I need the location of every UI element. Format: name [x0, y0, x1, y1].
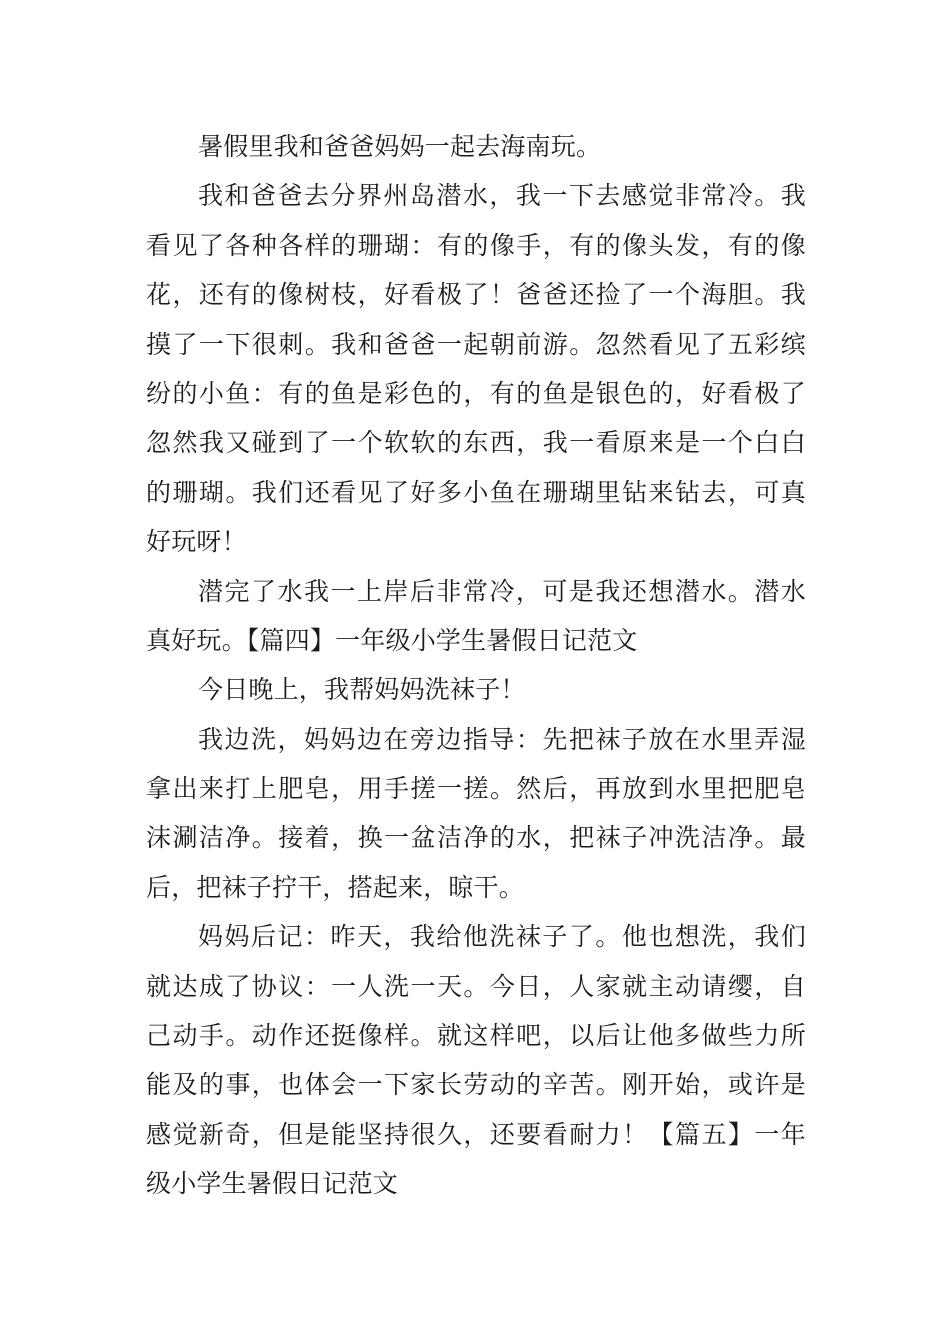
text-line: 己动手。动作还挺像样。就这样吧，以后让他多做些力所 — [146, 1021, 806, 1051]
text-line: 的珊瑚。我们还看见了好多小鱼在珊瑚里钻来钻去，可真 — [146, 477, 806, 507]
text-line: 级小学生暑假日记范文 — [146, 1169, 399, 1199]
text-line: 能及的事，也体会一下家长劳动的辛苦。刚开始，或许是 — [146, 1070, 806, 1100]
text-line: 暑假里我和爸爸妈妈一起去海南玩。 — [198, 132, 602, 161]
document-page — [146, 122, 806, 1209]
text-line: 潜完了水我一上岸后非常冷，可是我还想潜水。潜水 — [198, 576, 806, 606]
paragraph-3 — [146, 567, 806, 666]
text-line: 忽然我又碰到了一个软软的东西，我一看原来是一个白白 — [146, 428, 806, 458]
text-line: 我和爸爸去分界州岛潜水，我一下去感觉非常冷。我 — [198, 181, 806, 211]
text-line: 纷的小鱼：有的鱼是彩色的，有的鱼是银色的，好看极了 — [146, 378, 806, 408]
text-line: 花，还有的像树枝，好看极了！爸爸还捡了一个海胆。我 — [146, 280, 806, 310]
paragraph-5 — [146, 715, 806, 913]
paragraph-4 — [146, 665, 806, 714]
text-line: 就达成了协议：一人洗一天。今日，人家就主动请缨，自 — [146, 971, 806, 1001]
text-line: 拿出来打上肥皂，用手搓一搓。然后，再放到水里把肥皂 — [146, 774, 806, 804]
text-line: 后，把袜子拧干，搭起来，晾干。 — [146, 872, 525, 902]
text-line: 我边洗，妈妈边在旁边指导：先把袜子放在水里弄湿 — [198, 724, 806, 754]
paragraph-6 — [146, 912, 806, 1208]
text-line: 真好玩。【篇四】一年级小学生暑假日记范文 — [146, 625, 638, 655]
text-line: 妈妈后记：昨天，我给他洗袜子了。他也想洗，我们 — [198, 922, 806, 952]
text-line: 摸了一下很刺。我和爸爸一起朝前游。忽然看见了五彩缤 — [146, 329, 806, 359]
text-line: 今日晚上，我帮妈妈洗袜子！ — [198, 675, 526, 705]
paragraph-1 — [146, 122, 806, 171]
text-line: 好玩呀！ — [146, 527, 247, 557]
text-line: 沫涮洁净。接着，换一盆洁净的水，把袜子冲洗洁净。最 — [146, 823, 806, 853]
text-line: 看见了各种各样的珊瑚：有的像手，有的像头发，有的像 — [146, 230, 806, 260]
paragraph-2 — [146, 171, 806, 566]
text-line: 感觉新奇，但是能坚持很久，还要看耐力！【篇五】一年 — [146, 1119, 806, 1149]
